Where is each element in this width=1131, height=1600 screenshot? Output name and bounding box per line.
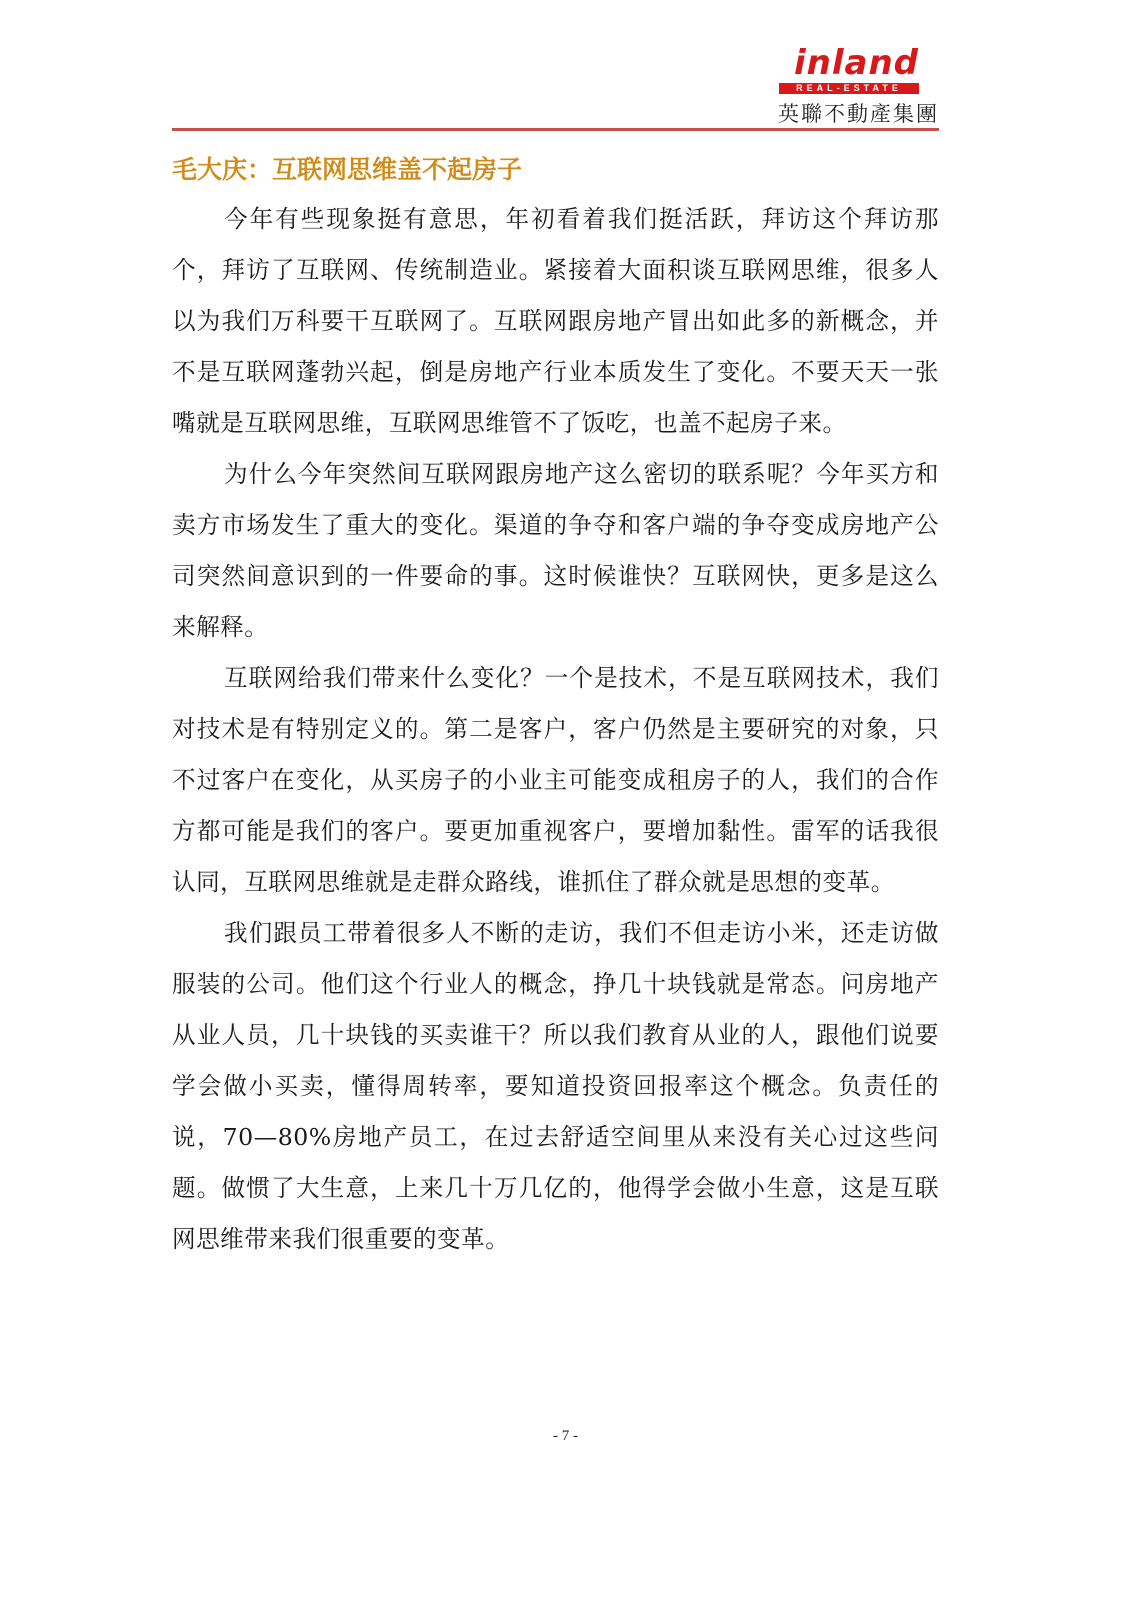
logo-subtitle-bar: REAL-ESTATE — [779, 83, 919, 94]
paragraph: 今年有些现象挺有意思，年初看着我们挺活跃，拜访这个拜访那个，拜访了互联网、传统制造业。紧接着大面积谈互联网思维，很多人以为我们万科要干互联网了。互联网跟房地产冒出如此多的新概念，并不是互联网蓬勃兴起，倒是房地产行业本质发生了变化。不要天天一张嘴就是互联网思维，互联网思维管不了饭吃，也盖不起房子来。 — [172, 205, 939, 437]
logo-wordmark: inland — [794, 43, 919, 83]
inland-logo — [779, 43, 919, 94]
header-divider — [172, 128, 939, 131]
page-number: - 7 - — [553, 1428, 578, 1444]
paragraph: 为什么今年突然间互联网跟房地产这么密切的联系呢？今年买方和卖方市场发生了重大的变化。渠道的争夺和客户端的争夺变成房地产公司突然间意识到的一件要命的事。这时候谁快？互联网快，更多是这么来解释。 — [172, 460, 939, 641]
article-body — [172, 194, 939, 1265]
article-title: 毛大庆：互联网思维盖不起房子 — [172, 155, 523, 184]
company-name: 英聯不動產集團 — [778, 102, 939, 126]
paragraph: 互联网给我们带来什么变化？一个是技术，不是互联网技术，我们对技术是有特别定义的。第二是客户，客户仍然是主要研究的对象，只不过客户在变化，从买房子的小业主可能变成租房子的人，我们的合作方都可能是我们的客户。要更加重视客户，要增加黏性。雷军的话我很认同，互联网思维就是走群众路线，谁抓住了群众就是思想的变革。 — [172, 664, 939, 896]
paragraph: 我们跟员工带着很多人不断的走访，我们不但走访小米，还走访做服装的公司。他们这个行业人的概念，挣几十块钱就是常态。问房地产从业人员，几十块钱的买卖谁干？所以我们教育从业的人，跟他们说要学会做小买卖，懂得周转率，要知道投资回报率这个概念。负责任的说，70—80%房地产员工，在过去舒适空间里从来没有关心过这些问题。做惯了大生意，上来几十万几亿的，他得学会做小生意，这是互联网思维带来我们很重要的变革。 — [172, 919, 939, 1253]
